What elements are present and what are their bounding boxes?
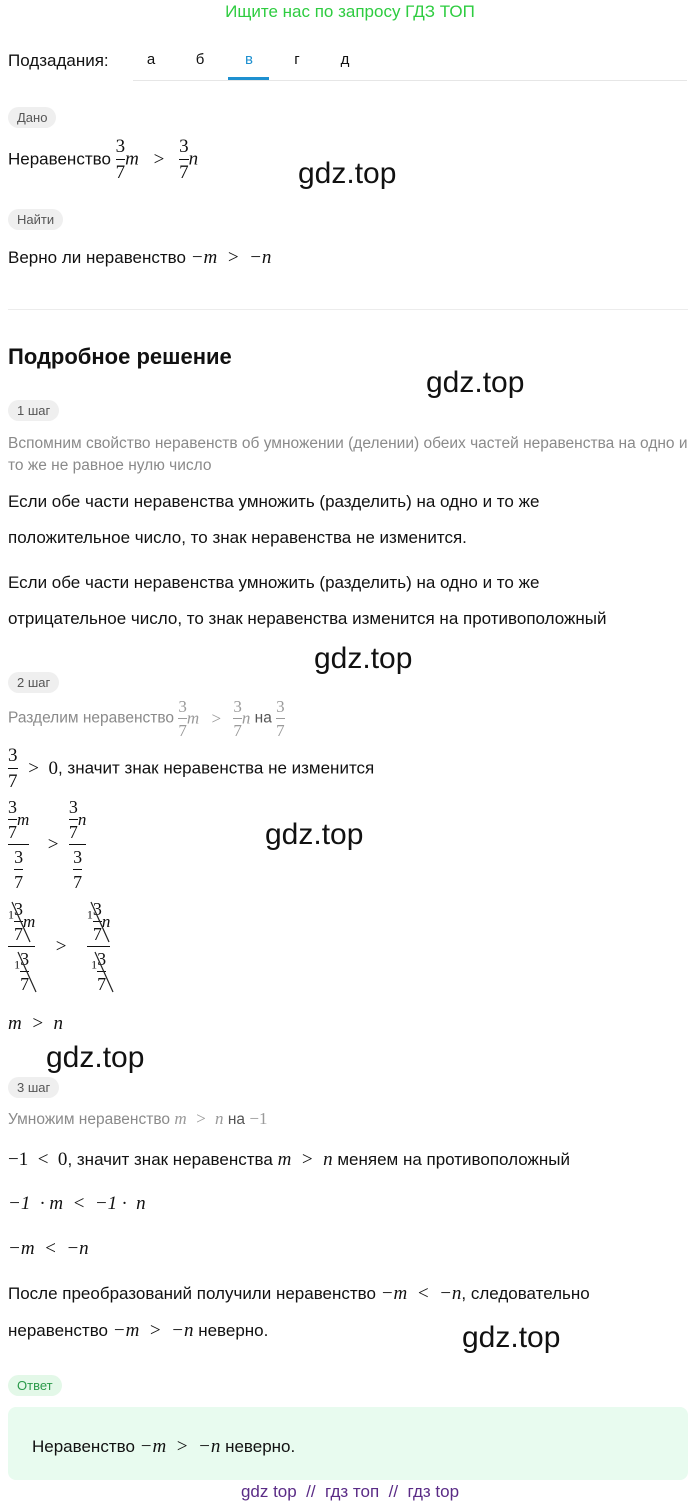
solution-heading: Подробное решение bbox=[8, 344, 232, 369]
tab-v[interactable]: в bbox=[245, 51, 253, 68]
step1-p1-line1: Если обе части неравенства умножить (разделить) на одно и то же bbox=[8, 492, 540, 511]
step3-hint: Умножим неравенство m > n на −1 bbox=[8, 1109, 268, 1128]
given-badge: Дано bbox=[8, 107, 56, 128]
search-banner: Ищите нас по запросу ГДЗ ТОП bbox=[225, 2, 475, 21]
step1-p2-line2: отрицательное число, то знак неравенства изменится на противоположный bbox=[8, 609, 607, 628]
watermark: gdz.top bbox=[298, 157, 397, 190]
find-statement: Верно ли неравенство −m > −n bbox=[8, 247, 272, 268]
find-badge: Найти bbox=[8, 209, 63, 230]
cancel-stroke bbox=[93, 950, 115, 994]
cancel-stroke bbox=[16, 950, 38, 994]
section-divider bbox=[8, 309, 688, 310]
given-statement: Неравенство $\frac{3}{7}$ m > $\frac{3}{7}$ n bbox=[8, 136, 199, 183]
watermark: gdz.top bbox=[462, 1321, 561, 1354]
given-text: Неравенство bbox=[8, 149, 111, 169]
answer-badge: Ответ bbox=[8, 1375, 62, 1396]
step1-hint: Вспомним свойство неравенств об умножении (делении) обеих частей неравенства на одно и то же не равное нулю число bbox=[8, 435, 688, 474]
answer-text: Неравенство −m > −n неверно. bbox=[32, 1436, 296, 1457]
step1-p2-line1: Если обе части неравенства умножить (разделить) на одно и то же bbox=[8, 573, 540, 592]
step2-badge: 2 шаг bbox=[8, 672, 59, 693]
watermark: gdz.top bbox=[265, 818, 364, 851]
cancel-stroke bbox=[89, 900, 111, 944]
step3-line1: −1 < 0, значит знак неравенства m > n меняем на противоположный bbox=[8, 1149, 570, 1170]
tab-d[interactable]: д bbox=[340, 51, 350, 68]
step1-p1-line2: положительное число, то знак неравенства не изменится. bbox=[8, 528, 467, 547]
step2-cancelled-inequality: $^1$ $\frac{3}{7}$ m $^1$ $\frac{3}{7}$ > $^1$ $\frac{3}{7}$ n $^1$ $\frac{3}{7}$ bbox=[8, 900, 110, 993]
footer-links[interactable]: gdz top // гдз топ // гдз top bbox=[240, 1482, 460, 1501]
given-fraction-right: $\frac{3}{7}$ bbox=[179, 136, 189, 183]
step1-badge: 1 шаг bbox=[8, 400, 59, 421]
watermark: gdz.top bbox=[46, 1041, 145, 1074]
step3-conclusion-line1: После преобразований получили неравенство −m < −n, следовательно bbox=[8, 1283, 590, 1304]
find-expression: −m > −n bbox=[190, 247, 272, 268]
tab-g[interactable]: г bbox=[294, 51, 300, 68]
subtasks-label: Подзадания: bbox=[8, 51, 109, 70]
active-tab-indicator bbox=[228, 77, 269, 80]
tab-b[interactable]: б bbox=[195, 51, 205, 68]
watermark: gdz.top bbox=[426, 366, 525, 399]
step3-line3: −m < −n bbox=[8, 1238, 89, 1259]
step2-result: m > n bbox=[8, 1013, 64, 1034]
step2-positive: $\frac{3}{7}$ > 0, значит знак неравенства не изменится bbox=[8, 745, 375, 792]
cancel-stroke bbox=[10, 900, 32, 944]
tab-a[interactable]: а bbox=[146, 51, 156, 68]
given-fraction-left: $\frac{3}{7}$ bbox=[115, 136, 126, 183]
step2-hint: Разделим неравенство $\frac{3}{7}$ m > $\frac{3}{7}$ n на $\frac{3}{7}$ bbox=[8, 697, 285, 740]
step3-conclusion-line2: неравенство −m > −n неверно. bbox=[8, 1320, 269, 1341]
step3-badge: 3 шаг bbox=[8, 1077, 59, 1098]
watermark: gdz.top bbox=[314, 642, 413, 675]
step2-compound-inequality: $\frac{3}{7}$ m $\frac{3}{7}$ > $\frac{3}{7}$ n $\frac{3}{7}$ bbox=[8, 797, 87, 892]
tabs-divider bbox=[133, 80, 687, 81]
step3-line2: −1 · m < −1 · n bbox=[8, 1193, 146, 1214]
